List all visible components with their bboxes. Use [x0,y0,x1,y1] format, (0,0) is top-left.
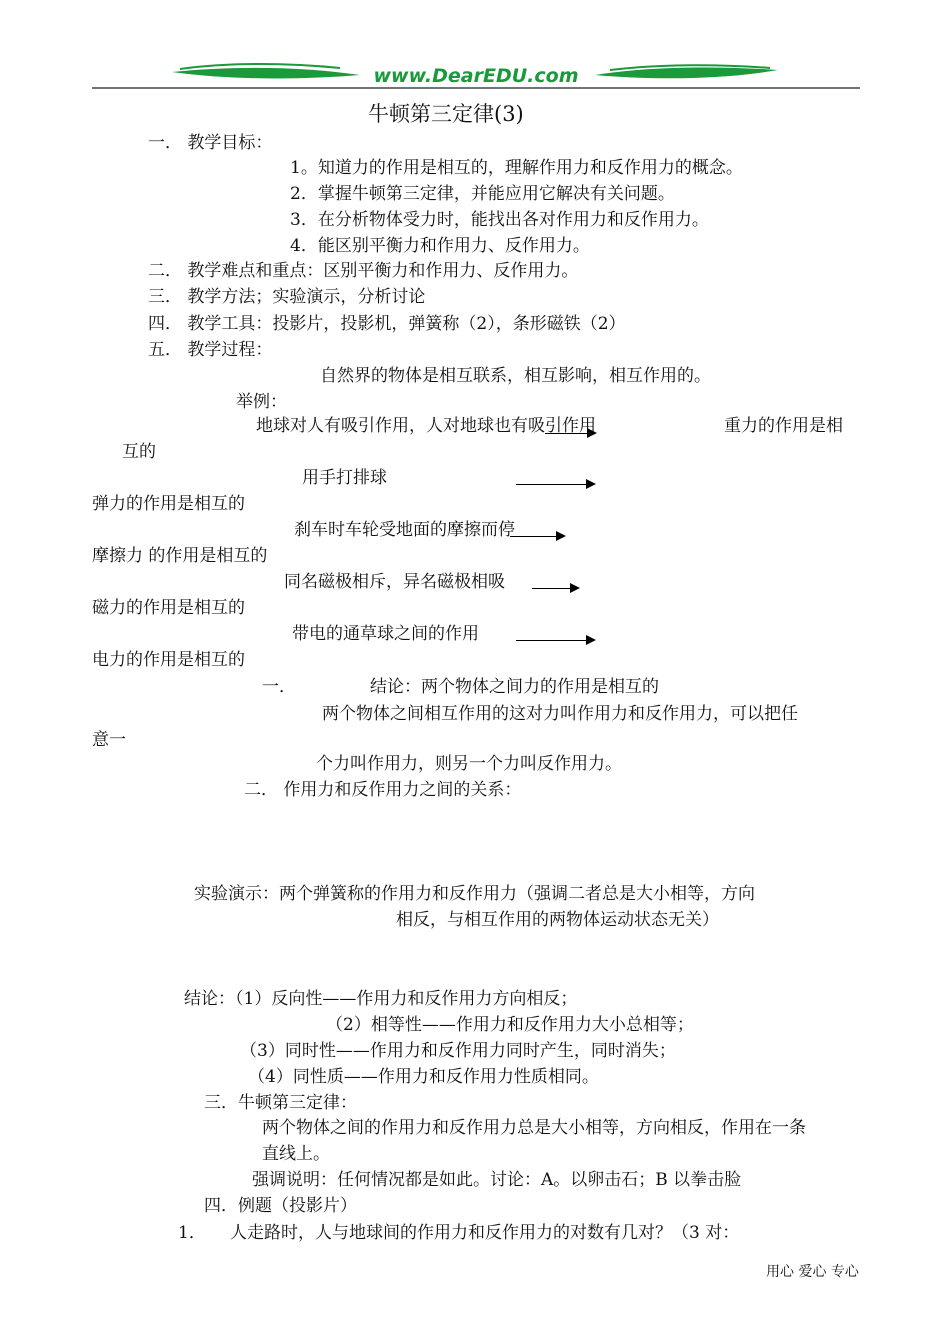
page-title: 牛顿第三定律(3) [368,102,524,126]
conclusion-2: （2）相等性——作用力和反作用力大小总相等； [326,1015,694,1035]
goal-item-2: 2．掌握牛顿第三定律，并能应用它解决有关问题。 [290,184,675,204]
section-3: 三． 教学方法；实验演示，分析讨论 [148,287,426,307]
question-1-text: 人走路时，人与地球间的作用力和反作用力的对数有几对？（3 对： [230,1223,740,1243]
example-3-left: 刹车时车轮受地面的摩擦而停 [294,520,515,540]
point-3-heading: 三．牛顿第三定律： [204,1093,357,1113]
example-3-right: 摩擦力 的作用是相互的 [92,546,268,566]
example-1-right: 重力的作用是相 [724,416,843,436]
section-1-heading: 一． 教学目标： [148,133,273,153]
definition-line-2: 意一 [92,730,126,750]
definition-line-1: 两个物体之间相互作用的这对力叫作用力和反作用力，可以把任 [322,704,798,724]
example-5-arrow [516,640,594,641]
conclusion-1: 结论：（1）反向性——作用力和反作用力方向相反； [184,989,578,1009]
goal-item-4: 4．能区别平衡力和作用力、反作用力。 [290,236,590,256]
example-5-left: 带电的通草球之间的作用 [292,624,479,644]
example-3-arrow [510,536,564,537]
conclusion-3: （3）同时性——作用力和反作用力同时产生，同时消失； [240,1041,676,1061]
example-1-left: 地球对人有吸引作用，人对地球也有吸引作用 [256,416,596,436]
section-5-heading: 五． 教学过程： [148,340,273,360]
point-2-heading: 二． 作用力和反作用力之间的关系： [244,780,522,800]
emphasis-note: 强调说明：任何情况都是如此。讨论：A。以卵击石；B 以拳击脸 [252,1170,742,1190]
section-2: 二． 教学难点和重点：区别平衡力和作用力、反作用力。 [148,261,579,281]
experiment-line-2: 相反，与相互作用的两物体运动状态无关） [396,910,719,930]
goal-item-1: 1。知道力的作用是相互的，理解作用力和反作用力的概念。 [290,158,743,178]
example-4-left: 同名磁极相斥，异名磁极相吸 [284,572,505,592]
definition-line-3: 个力叫作用力，则另一个力叫反作用力。 [316,754,622,774]
example-4-arrow [532,588,578,589]
section-4: 四． 教学工具：投影片，投影机，弹簧称（2），条形磁铁（2） [148,314,626,334]
site-header-banner [0,0,950,100]
example-2-arrow [516,484,594,485]
point-4-heading: 四．例题（投影片） [204,1196,357,1216]
example-2-left: 用手打排球 [302,468,387,488]
example-4-right: 磁力的作用是相互的 [92,598,245,618]
goal-item-3: 3．在分析物体受力时，能找出各对作用力和反作用力。 [290,210,709,230]
example-2-right: 弹力的作用是相互的 [92,494,245,514]
left-swoosh [172,68,360,79]
law-line-2: 直线上。 [262,1144,330,1164]
law-line-1: 两个物体之间的作用力和反作用力总是大小相等，方向相反，作用在一条 [262,1118,806,1138]
example-label: 举例： [236,392,287,412]
experiment-line-1: 实验演示：两个弹簧称的作用力和反作用力（强调二者总是大小相等，方向 [194,884,755,904]
point-1-conclusion: 结论：两个物体之间力的作用是相互的 [370,677,659,697]
example-1-cont: 互的 [122,442,156,462]
page-footer: 用心 爱心 专心 [766,1264,859,1280]
point-1-number: 一． [262,677,296,697]
process-intro: 自然界的物体是相互联系，相互影响，相互作用的。 [320,366,711,386]
conclusion-4: （4）同性质——作用力和反作用力性质相同。 [248,1067,599,1087]
example-5-right: 电力的作用是相互的 [92,650,245,670]
example-1-arrow [545,433,595,434]
site-logo-text: www.DearEDU.com [373,65,579,87]
question-1-number: 1． [178,1223,206,1243]
